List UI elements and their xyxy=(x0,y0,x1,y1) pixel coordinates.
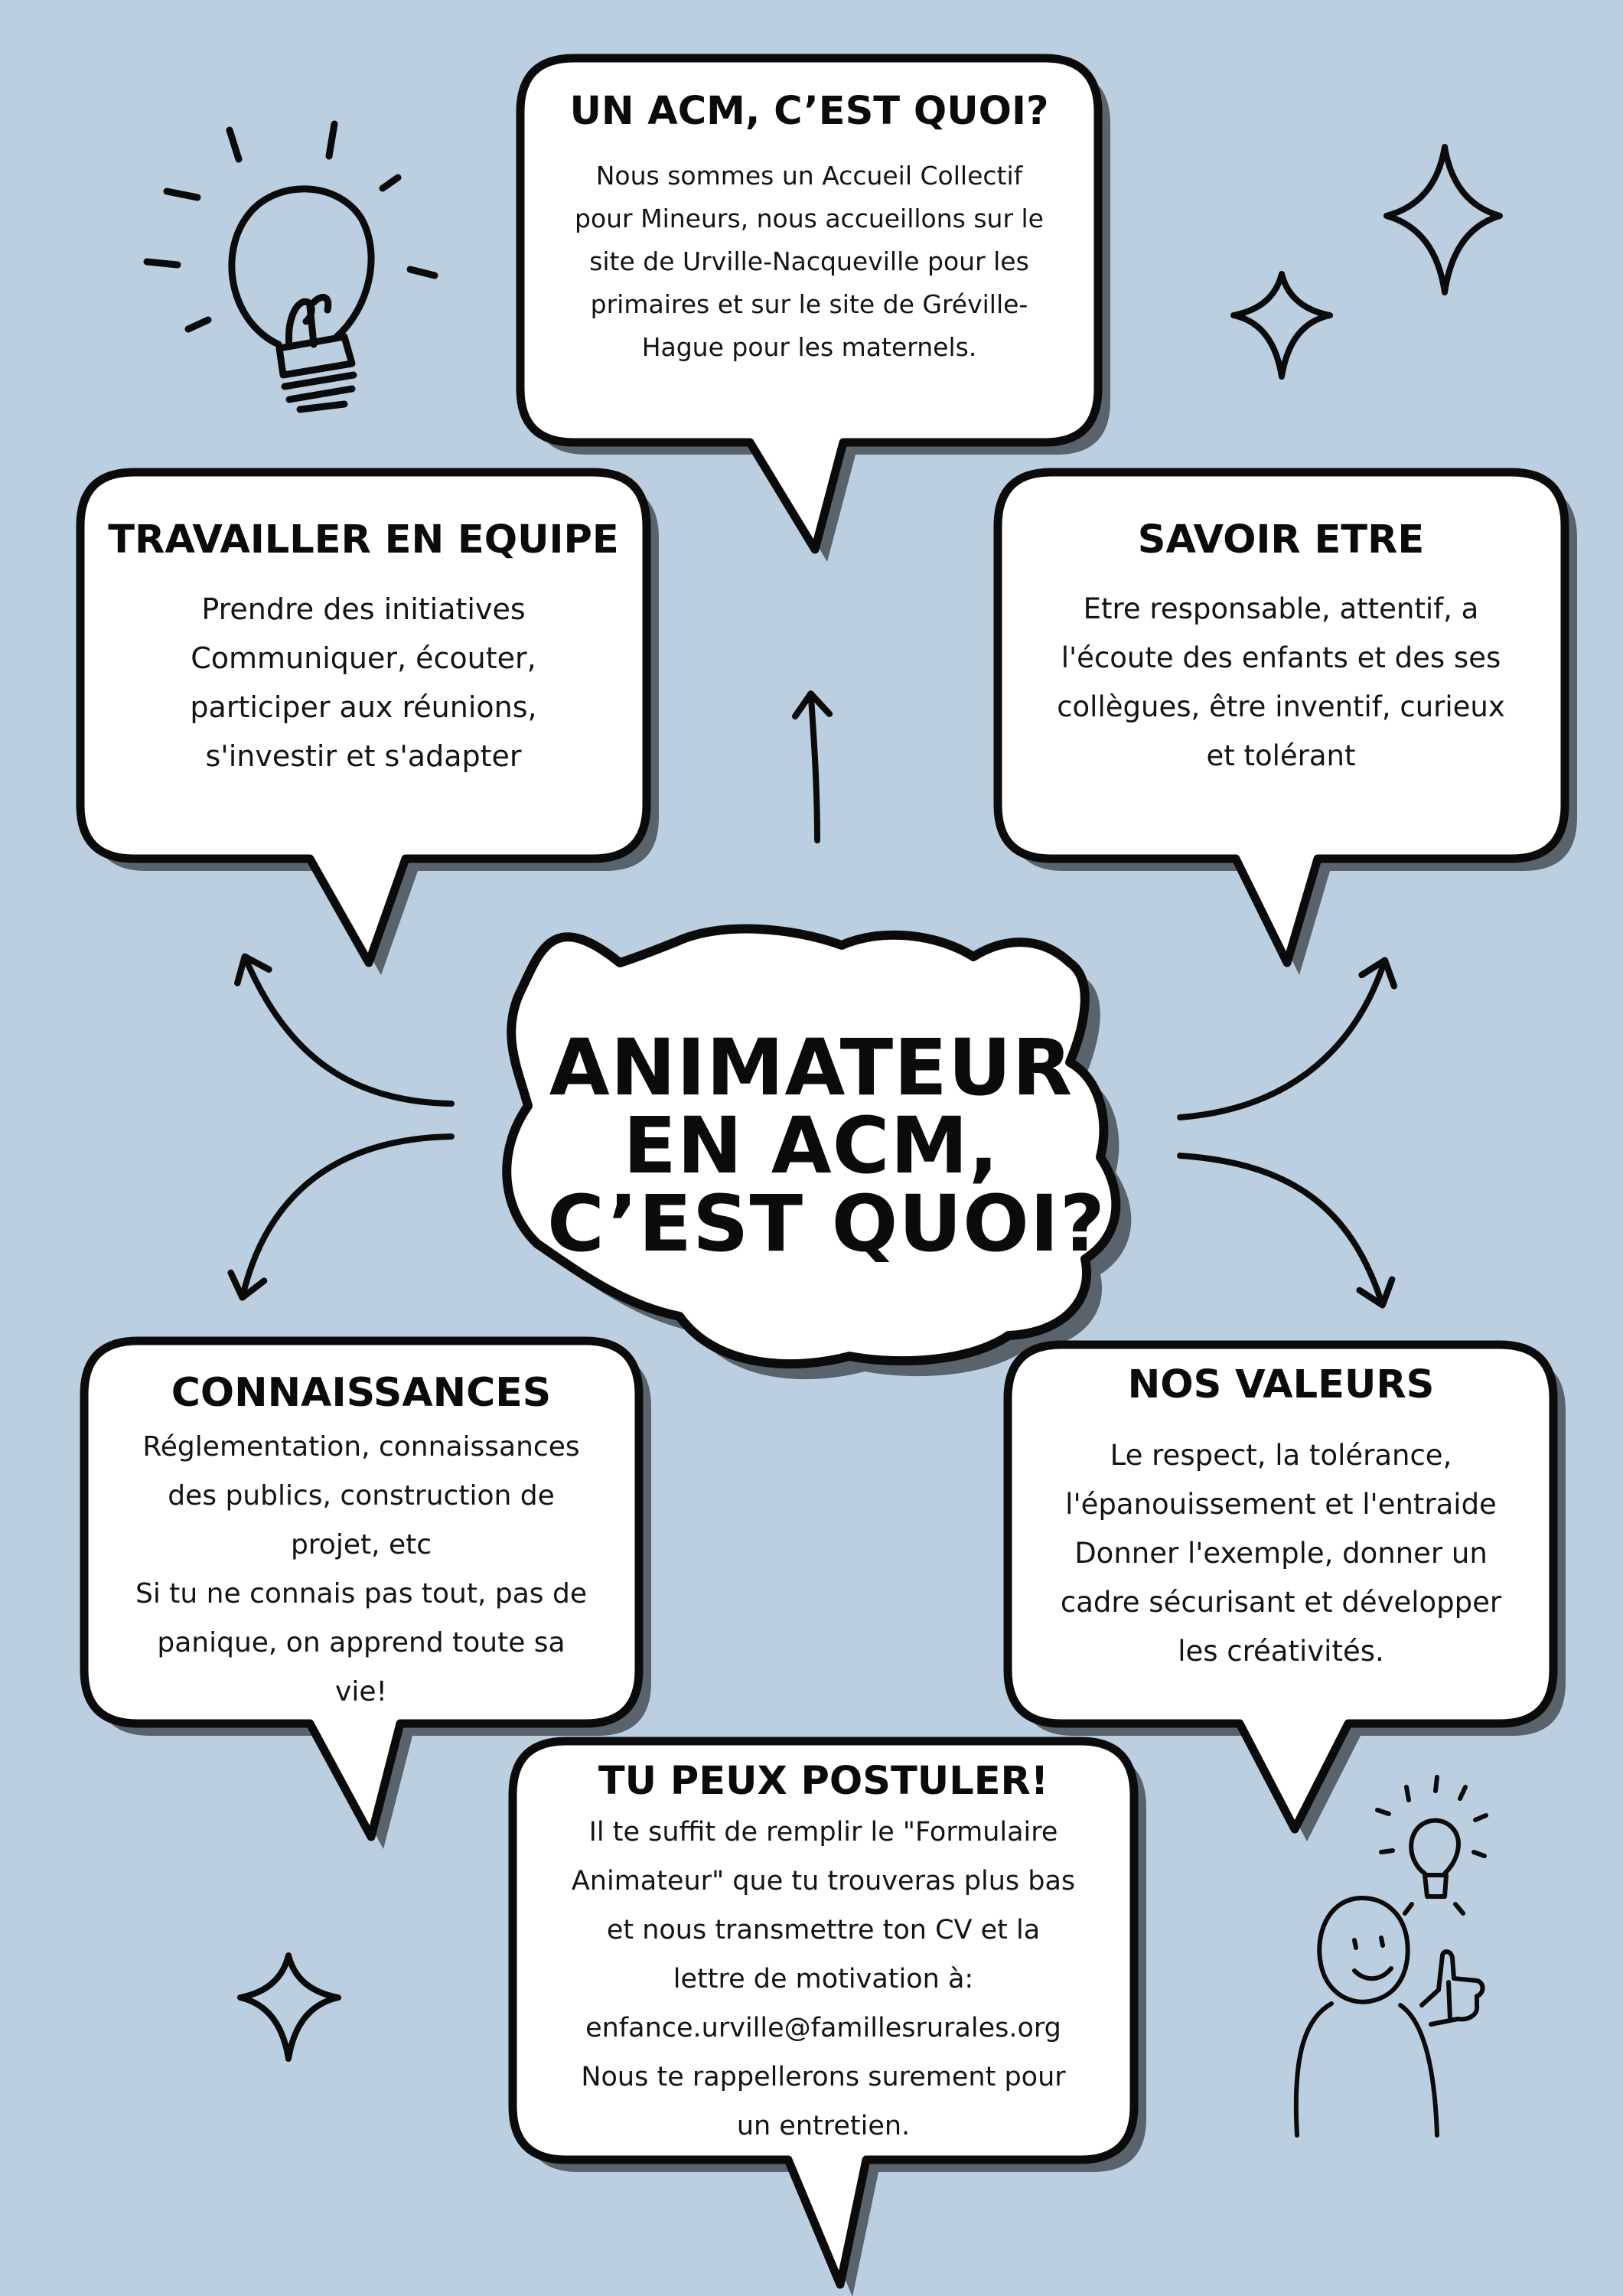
valeurs-line: l'épanouissement et l'entraide xyxy=(1065,1488,1497,1521)
valeurs-line: cadre sécurisant et développer xyxy=(1060,1586,1502,1619)
equipe-title: TRAVAILLER EN EQUIPE xyxy=(108,517,619,563)
sparkle-icon xyxy=(240,1955,338,2059)
arrow-icon xyxy=(1180,1156,1381,1301)
person-idea-icon xyxy=(1296,1777,1486,2135)
valeurs-line: les créativités. xyxy=(1178,1635,1384,1668)
valeurs-line: Donner l'exemple, donner un xyxy=(1074,1537,1488,1570)
postuler-line: et nous transmettre ton CV et la xyxy=(606,1915,1041,1946)
page-title-line: ANIMATEUR xyxy=(549,1022,1074,1114)
acm-bubble xyxy=(536,90,1083,369)
page-title xyxy=(547,1022,1106,1270)
savoir-title: SAVOIR ETRE xyxy=(1137,517,1425,563)
connaissances-text xyxy=(93,1423,629,1717)
arrow-icon xyxy=(243,1137,451,1293)
postuler-line: Il te suffit de remplir le "Formulaire xyxy=(588,1817,1058,1848)
connaissances-line: des publics, construction de xyxy=(168,1480,555,1512)
postuler-bubble xyxy=(524,1760,1123,2151)
postuler-line: un entretien. xyxy=(736,2111,911,2142)
postuler-title: TU PEUX POSTULER! xyxy=(598,1759,1049,1804)
lightbulb-icon xyxy=(147,124,435,409)
acm-text xyxy=(536,155,1083,369)
equipe-bubble xyxy=(92,519,635,781)
savoir-text xyxy=(1009,585,1553,781)
valeurs-title: NOS VALEURS xyxy=(1127,1362,1435,1407)
connaissances-line: vie! xyxy=(335,1676,387,1708)
equipe-text xyxy=(92,585,635,781)
sparkle-icon xyxy=(1387,147,1500,292)
acm-line: Hague pour les maternels. xyxy=(641,332,977,363)
equipe-line: Prendre des initiatives xyxy=(201,592,526,627)
savoir-line: et tolérant xyxy=(1206,739,1356,773)
valeurs-line: Le respect, la tolérance, xyxy=(1110,1439,1452,1473)
savoir-line: Etre responsable, attentif, a xyxy=(1083,592,1479,626)
sparkle-icon xyxy=(1234,274,1330,377)
postuler-email[interactable]: enfance.urville@famillesrurales.org xyxy=(585,2013,1061,2044)
postuler-line: lettre de motivation à: xyxy=(673,1964,974,1995)
savoir-line: l'écoute des enfants et des ses xyxy=(1061,641,1501,675)
equipe-line: Communiquer, écouter, xyxy=(191,641,536,676)
postuler-line: Animateur" que tu trouveras plus bas xyxy=(571,1866,1076,1897)
acm-title: UN ACM, C’EST QUOI? xyxy=(569,89,1049,134)
page-title-line: C’EST QUOI? xyxy=(547,1179,1106,1270)
acm-line: primaires et sur le site de Gréville- xyxy=(590,289,1028,320)
valeurs-bubble xyxy=(1018,1364,1544,1676)
arrow-icon xyxy=(246,960,451,1104)
savoir-bubble xyxy=(1009,519,1553,781)
arrow-icon xyxy=(811,698,817,840)
acm-line: site de Urville-Nacqueville pour les xyxy=(589,246,1029,277)
savoir-line: collègues, être inventif, curieux xyxy=(1057,690,1505,724)
page-title-line: EN ACM, xyxy=(623,1101,999,1192)
acm-line: pour Mineurs, nous accueillons sur le xyxy=(575,204,1044,234)
connaissances-line: Réglementation, connaissances xyxy=(142,1431,580,1463)
connaissances-line: projet, etc xyxy=(290,1529,432,1561)
valeurs-text xyxy=(1018,1431,1544,1676)
equipe-line: participer aux réunions, xyxy=(190,690,537,725)
equipe-line: s'investir et s'adapter xyxy=(205,739,522,774)
connaissances-line: Si tu ne connais pas tout, pas de xyxy=(135,1578,587,1610)
postuler-text xyxy=(524,1808,1123,2151)
postuler-line: Nous te rappellerons surement pour xyxy=(581,2062,1066,2093)
connaissances-line: panique, on apprend toute sa xyxy=(157,1627,565,1659)
arrow-icon xyxy=(1180,964,1383,1117)
acm-line: Nous sommes un Accueil Collectif xyxy=(595,161,1023,191)
center-cloud-text xyxy=(547,1022,1106,1270)
connaissances-bubble xyxy=(93,1371,629,1717)
connaissances-title: CONNAISSANCES xyxy=(171,1370,552,1416)
